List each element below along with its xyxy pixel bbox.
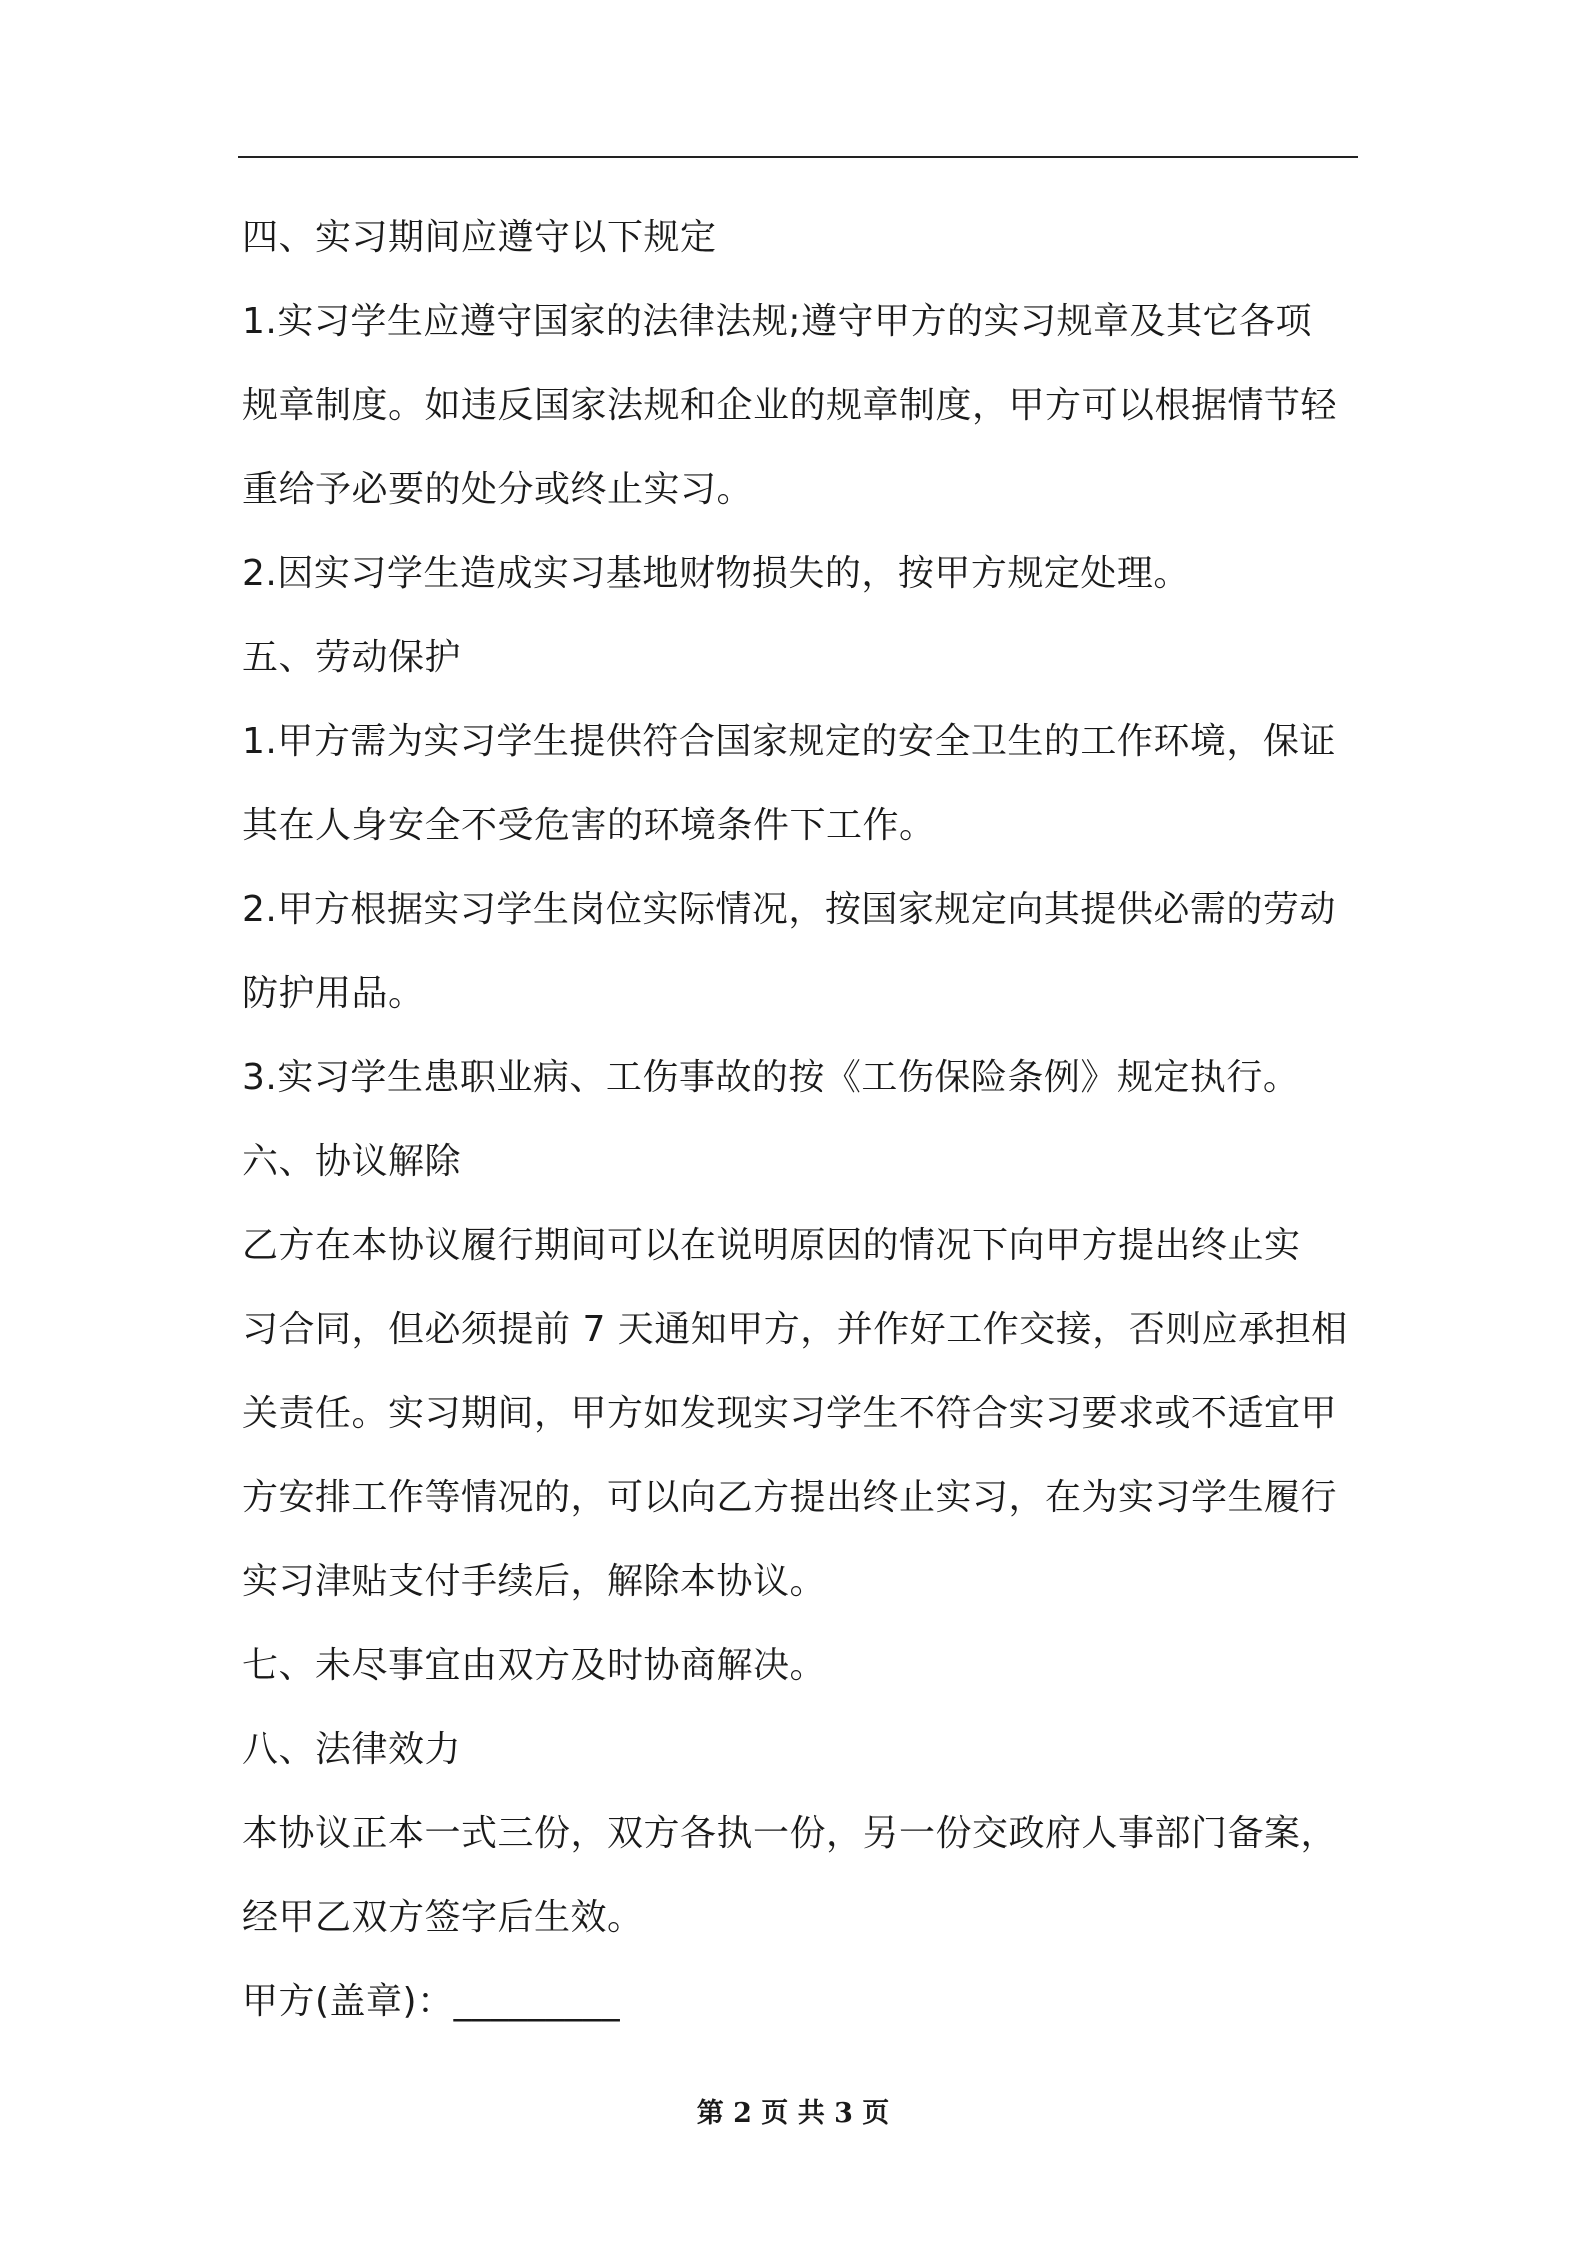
- paragraph-line: 规章制度。如违反国家法规和企业的规章制度，甲方可以根据情节轻: [242, 385, 1338, 426]
- paragraph-line: 本协议正本一式三份，双方各执一份，另一份交政府人事部门备案，: [242, 1813, 1338, 1854]
- paragraph-line: 3.实习学生患职业病、工伤事故的按《工伤保险条例》规定执行。: [242, 1057, 1300, 1098]
- paragraph-line: 关责任。实习期间，甲方如发现实习学生不符合实习要求或不适宜甲: [242, 1393, 1338, 1434]
- paragraph-line: 方安排工作等情况的，可以向乙方提出终止实习，在为实习学生履行: [242, 1477, 1338, 1518]
- header-rule: [238, 156, 1358, 158]
- paragraph-line: 防护用品。: [242, 973, 425, 1014]
- paragraph-line: 经甲乙双方签字后生效。: [242, 1897, 644, 1938]
- section-heading-4: 四、实习期间应遵守以下规定: [242, 217, 717, 258]
- paragraph-line: 其在人身安全不受危害的环境条件下工作。: [242, 805, 936, 846]
- section-heading-8: 八、法律效力: [242, 1729, 462, 1770]
- paragraph-line: 2.因实习学生造成实习基地财物损失的，按甲方规定处理。: [242, 553, 1190, 594]
- paragraph-line: 1.甲方需为实习学生提供符合国家规定的安全卫生的工作环境，保证: [242, 721, 1336, 762]
- section-heading-7: 七、未尽事宜由双方及时协商解决。: [242, 1645, 827, 1686]
- page-number-footer: 第 2 页 共 3 页: [696, 2098, 890, 2129]
- paragraph-line: 习合同，但必须提前 7 天通知甲方，并作好工作交接，否则应承担相: [242, 1309, 1348, 1350]
- paragraph-line: 2.甲方根据实习学生岗位实际情况，按国家规定向其提供必需的劳动: [242, 889, 1336, 930]
- paragraph-line: 实习津贴支付手续后，解除本协议。: [242, 1561, 827, 1602]
- signature-line-party-a: 甲方(盖章)：_________: [242, 1981, 621, 2022]
- section-heading-5: 五、劳动保护: [242, 637, 462, 678]
- document-body: [242, 196, 1358, 2044]
- paragraph-line: 1.实习学生应遵守国家的法律法规;遵守甲方的实习规章及其它各项: [242, 301, 1312, 342]
- paragraph-line: 乙方在本协议履行期间可以在说明原因的情况下向甲方提出终止实: [242, 1225, 1301, 1266]
- section-heading-6: 六、协议解除: [242, 1141, 462, 1182]
- paragraph-line: 重给予必要的处分或终止实习。: [242, 469, 754, 510]
